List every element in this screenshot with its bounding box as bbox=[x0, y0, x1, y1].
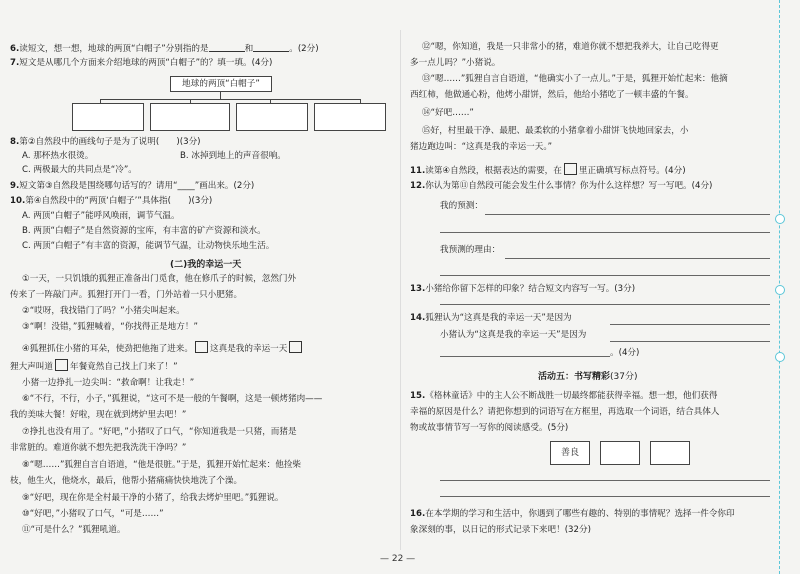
binding-hole bbox=[775, 214, 785, 224]
story-line: ⑨“好吧，现在你是全村最干净的小猪了，给我去烤炉里吧。”狐狸说。 bbox=[22, 493, 284, 503]
word-box[interactable] bbox=[600, 441, 640, 465]
option: A. 那杯热水很烫。 bbox=[22, 151, 94, 161]
diagram-connector bbox=[220, 91, 221, 99]
story-line: ⑧“嗯……”狐狸自言自语道，“他是很脏。”于是，狐狸开始忙起来：他捡柴 bbox=[22, 460, 302, 470]
story-line: 小猪一边挣扎一边尖叫：“救命啊！让我走！” bbox=[22, 378, 195, 388]
diagram-title: 地球的两顶“白帽子” bbox=[170, 76, 272, 92]
answer-line[interactable] bbox=[440, 496, 770, 497]
binding-hole bbox=[775, 352, 785, 362]
story-line: 传来了一阵敲门声。狐狸打开门一看，门外站着一只小肥猪。 bbox=[10, 290, 243, 300]
option: C. 两顶“白帽子”有丰富的资源，能调节气温，让动物快乐地生活。 bbox=[22, 241, 275, 251]
question-15: 15.《格林童话》中的主人公不断战胜一切最终都能获得幸福。想一想，他们获得 bbox=[410, 391, 718, 401]
word-box[interactable] bbox=[650, 441, 690, 465]
story-line: 猪边跑边叫：“这真是我的幸运一天。” bbox=[410, 142, 553, 152]
diagram-answer-box[interactable] bbox=[236, 103, 308, 131]
activity-title: 活动五：书写精彩(37分) bbox=[538, 372, 638, 382]
story-line: 西红柿，他做通心粉，他烤小甜饼，然后，他给小猪吃了一顿丰盛的午餐。 bbox=[410, 90, 694, 100]
question-14-score: 。(4分) bbox=[610, 348, 640, 358]
question-13: 13.小猪给你留下怎样的印象？结合短文内容写一写。(3分) bbox=[410, 284, 636, 294]
question-8: 8.第②自然段中的画线句子是为了说明( )(3分) bbox=[10, 137, 201, 147]
question-16-line: 象深刻的事，以日记的形式记录下来吧！(32分) bbox=[410, 525, 591, 535]
passage-title: (二)我的幸运一天 bbox=[170, 260, 242, 270]
question-15-line: 幸福的原因是什么？请把你想到的词语写在方框里，再选取一个词语，结合具体人 bbox=[410, 407, 720, 417]
answer-blank[interactable] bbox=[209, 42, 245, 52]
answer-line[interactable] bbox=[505, 258, 770, 259]
answer-line[interactable] bbox=[440, 304, 770, 305]
story-line: ⑫“嗯，你知道，我是一只非常小的猪，难道你就不想把我养大，让自己吃得更 bbox=[422, 42, 719, 52]
question-15-line: 物或故事情节写一写你的阅读感受。(5分) bbox=[410, 423, 569, 433]
story-line: ⑭“好吧……” bbox=[422, 108, 474, 118]
story-line: 枝，他生火，他烧水，最后，他帮小猪痛痛快快地洗了个澡。 bbox=[10, 476, 243, 486]
story-line: ⑬“嗯……”狐狸自言自语道，“他确实小了一点儿。”于是，狐狸开始忙起来：他摘 bbox=[422, 74, 728, 84]
question-6: 6.读短文，想一想，地球的两顶“白帽子”分别指的是 和 。(2分) bbox=[10, 44, 319, 54]
punctuation-box[interactable] bbox=[195, 341, 208, 353]
question-14-b: 小猪认为“这真是我的幸运一天”是因为 bbox=[440, 330, 587, 340]
option: C. 两极最大的共同点是“冷”。 bbox=[22, 165, 137, 175]
story-line: 我的美味大餐！好啦，现在就到烤炉里去吧！” bbox=[10, 410, 187, 420]
story-line: ①一天，一只饥饿的狐狸正准备出门觅食，他在修爪子的时候，忽然门外 bbox=[22, 274, 297, 284]
option: B. 冰掉到地上的声音很响。 bbox=[180, 151, 286, 161]
option: B. 两顶“白帽子”是自然资源的宝库，有丰富的矿产资源和淡水。 bbox=[22, 226, 266, 236]
story-line: ⑩“好吧，”小猪叹了口气，“可是……” bbox=[22, 509, 164, 519]
question-12: 12.你认为第⑪自然段可能会发生什么事情？你为什么这样想？写一写吧。(4分) bbox=[410, 181, 713, 191]
story-line: ④狐狸抓住小猪的耳朵，使劲把他拖了进来。 这真是我的幸运一天 bbox=[22, 341, 304, 355]
answer-line[interactable] bbox=[610, 324, 770, 325]
word-box-filled: 善良 bbox=[550, 441, 590, 465]
page-number: — 22 — bbox=[380, 554, 416, 564]
story-line: ⑪“可是什么？”狐狸吼道。 bbox=[22, 525, 126, 535]
diagram-answer-box[interactable] bbox=[150, 103, 230, 131]
column-divider bbox=[400, 30, 401, 550]
question-7: 7.短文是从哪几个方面来介绍地球的两顶“白帽子”的？填一填。(4分) bbox=[10, 58, 273, 68]
story-line: 狸大声叫道 年餐竟然自己找上门来了！” bbox=[10, 359, 178, 373]
question-9: 9.短文第③自然段是围绕哪句话写的？请用“____”画出来。(2分) bbox=[10, 181, 255, 191]
story-line: ⑦挣扎也没有用了。“好吧，”小猪叹了口气，“你知道我是一只猪，而猪是 bbox=[22, 427, 297, 437]
answer-line[interactable] bbox=[485, 214, 770, 215]
punctuation-box[interactable] bbox=[289, 341, 302, 353]
story-line: 多一点儿吗？”小猪说。 bbox=[410, 58, 501, 68]
answer-line[interactable] bbox=[440, 232, 770, 233]
predict-label: 我的预测： bbox=[440, 201, 483, 211]
story-line: 非常脏的。难道你就不想先把我洗洗干净吗？” bbox=[10, 443, 187, 453]
reason-label: 我预测的理由： bbox=[440, 245, 501, 255]
option: A. 两顶“白帽子”能呼风唤雨，调节气温。 bbox=[22, 211, 180, 221]
answer-blank[interactable] bbox=[253, 42, 289, 52]
answer-line[interactable] bbox=[440, 480, 770, 481]
story-line: ②“哎呀，我找错门了吗？”小猪尖叫起来。 bbox=[22, 306, 185, 316]
diagram-answer-box[interactable] bbox=[314, 103, 386, 131]
punctuation-box[interactable] bbox=[55, 359, 68, 371]
question-14: 14.狐狸认为“这真是我的幸运一天”是因为 bbox=[410, 313, 572, 323]
question-16: 16.在本学期的学习和生活中，你遇到了哪些有趣的、特别的事情呢？选择一件令你印 bbox=[410, 509, 735, 519]
diagram-answer-box[interactable] bbox=[72, 103, 144, 131]
story-line: ⑮好，村里最干净、最肥、最柔软的小猪拿着小甜饼飞快地回家去，小 bbox=[422, 126, 689, 136]
answer-line[interactable] bbox=[610, 341, 770, 342]
binding-hole bbox=[775, 285, 785, 295]
answer-line[interactable] bbox=[440, 356, 610, 357]
question-11: 11.读第④自然段，根据表达的需要，在 里正确填写标点符号。(4分) bbox=[410, 163, 686, 177]
question-10: 10.第④自然段中的“两顶‘白帽子’”具体指( )(3分) bbox=[10, 196, 213, 206]
story-line: ③“啊！没错，”狐狸喊着，“你找得正是地方！” bbox=[22, 322, 198, 332]
diagram-connector bbox=[100, 99, 360, 100]
punctuation-box[interactable] bbox=[564, 163, 577, 175]
answer-line[interactable] bbox=[440, 275, 770, 276]
story-line: ⑥“不行，不行，小子，”狐狸说，“这可不是一般的午餐啊，这是一顿烤猪肉—— bbox=[22, 394, 323, 404]
